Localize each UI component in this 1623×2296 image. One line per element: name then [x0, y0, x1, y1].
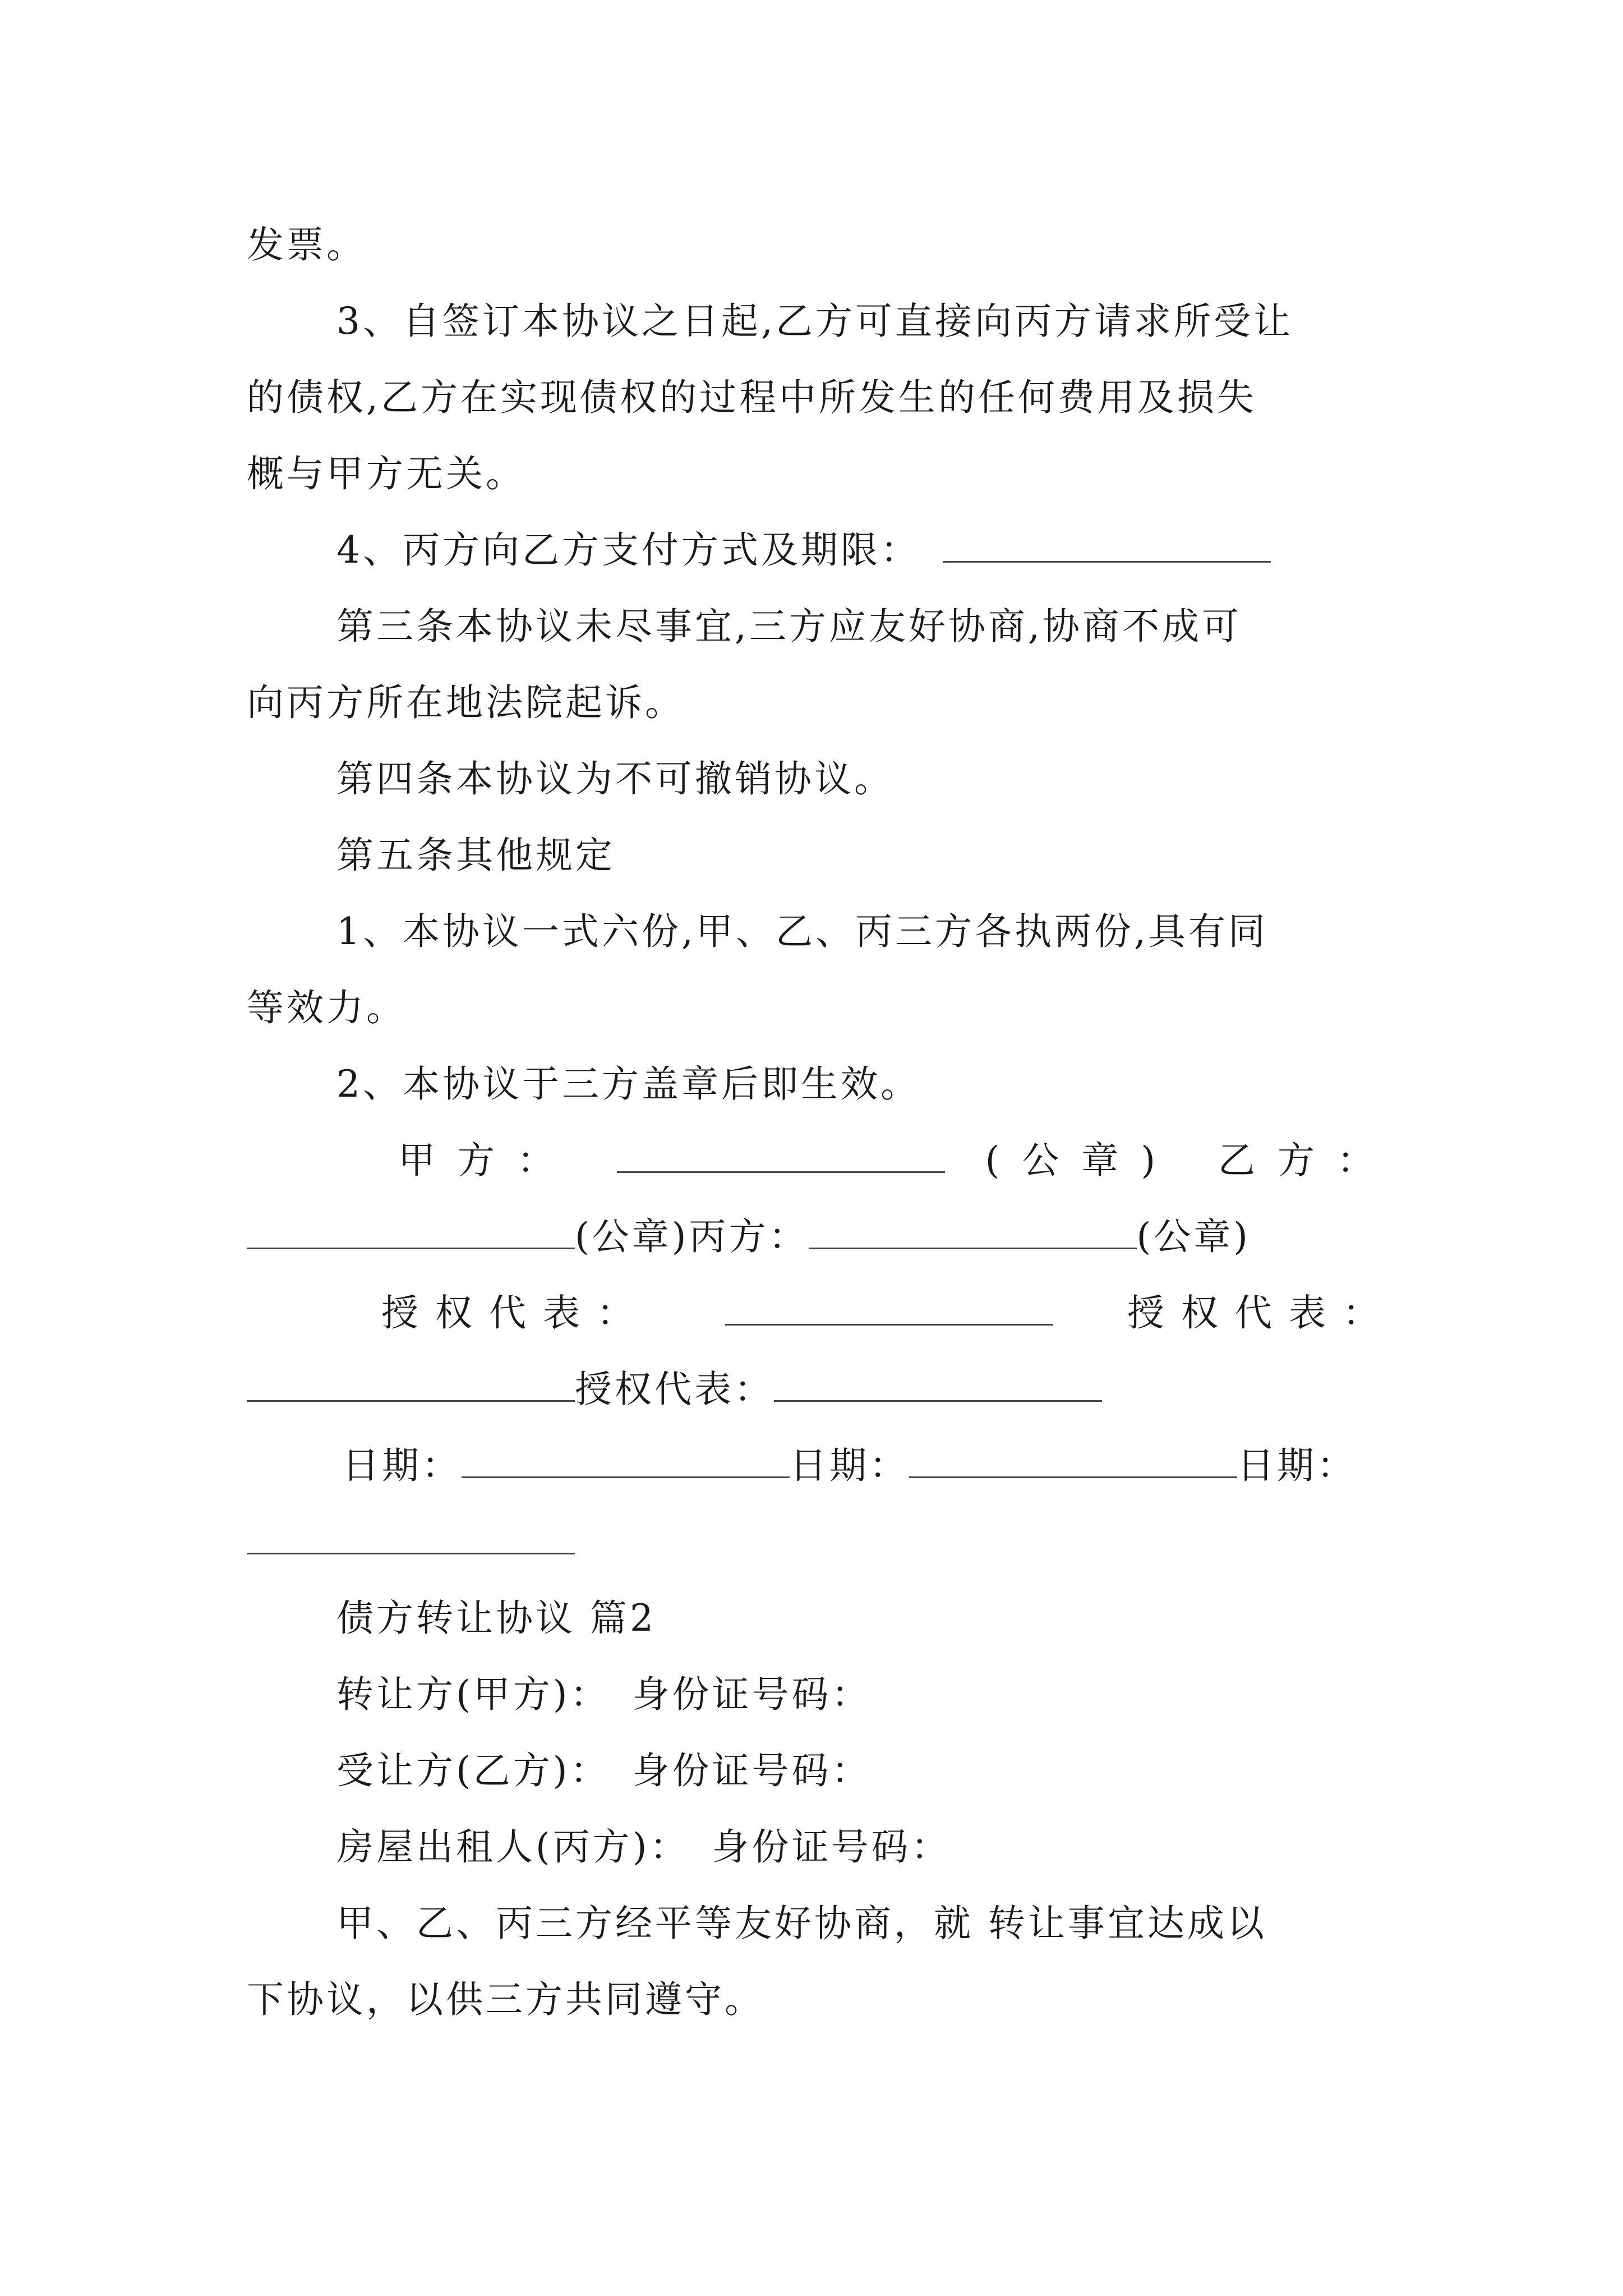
party-c-seal: (公章): [1136, 1215, 1251, 1258]
party-b-seal: (公章): [575, 1215, 689, 1258]
article-3-line-1: 第三条本协议未尽事宜,三方应友好协商,协商不成可: [336, 605, 1242, 648]
clause-4-line: [336, 525, 1475, 576]
party-c-label: 丙方：: [689, 1215, 809, 1258]
article-4-line: 第四条本协议为不可撤销协议。: [336, 757, 894, 800]
rep-label-a: 授权代表：: [381, 1291, 651, 1335]
signature-row-1: [398, 1135, 1396, 1186]
signature-row-3: [381, 1288, 1396, 1338]
party-a-seal: (公章): [985, 1139, 1178, 1182]
party-c-blank: [809, 1216, 1137, 1249]
lessor-id-label: 身份证号码：: [712, 1825, 951, 1869]
clause-3-line-3: 概与甲方无关。: [247, 452, 525, 495]
article-5-item-1-line-1: 1、本协议一式六份,甲、乙、丙三方各执两份,具有同: [336, 910, 1268, 953]
signature-row-5: [342, 1441, 1408, 1491]
party-a-blank: [617, 1140, 945, 1173]
party-b-blank: [247, 1216, 575, 1249]
clause-3-line-2: 的债权,乙方在实现债权的过程中所发生的任何费用及损失: [247, 376, 1257, 419]
article-5-item-1-line-2: 等效力。: [247, 986, 406, 1029]
party-a-label: 甲方：: [398, 1139, 577, 1182]
article-5-heading: 第五条其他规定: [336, 834, 615, 877]
signature-row-4: [247, 1364, 1385, 1415]
lessor-label: 房屋出租人(丙方)：: [336, 1825, 690, 1869]
transferor-id-label: 身份证号码：: [632, 1673, 872, 1716]
text-line-invoice: 发票。: [247, 223, 366, 266]
part2-intro-line-2: 下协议，以供三方共同遵守。: [247, 1978, 764, 2021]
date-label-b: 日期：: [790, 1444, 909, 1487]
article-5-item-2-line: 2、本协议于三方盖章后即生效。: [336, 1062, 920, 1106]
date-b-blank: [909, 1445, 1237, 1478]
clause-3-line-1: 3、自签订本协议之日起,乙方可直接向丙方请求所受让: [336, 300, 1293, 343]
signature-row-6: [247, 1517, 1385, 1567]
date-c-blank: [247, 1521, 575, 1554]
lessor-line: [336, 1822, 1475, 1872]
rep-label-c: 授权代表：: [575, 1368, 774, 1411]
date-label-a: 日期：: [342, 1444, 462, 1487]
part2-intro-line-1: 甲、乙、丙三方经平等友好协商，就 转让事宜达成以: [336, 1902, 1267, 1945]
rep-c-blank: [774, 1369, 1102, 1402]
transferee-id-label: 身份证号码：: [632, 1749, 872, 1792]
transferor-label: 转让方(甲方)：: [336, 1673, 610, 1716]
rep-label-b: 授权代表：: [1127, 1291, 1396, 1335]
rep-a-blank: [725, 1292, 1053, 1326]
transferor-line: [336, 1669, 1475, 1720]
signature-row-2: [247, 1212, 1385, 1262]
article-3-line-2: 向丙方所在地法院起诉。: [247, 681, 685, 724]
date-label-c: 日期：: [1237, 1444, 1357, 1487]
transferee-label: 受让方(乙方)：: [336, 1749, 610, 1792]
date-a-blank: [462, 1445, 790, 1478]
party-b-label: 乙方：: [1218, 1139, 1396, 1182]
clause-4-text: 4、丙方向乙方支付方式及期限：: [336, 528, 920, 572]
rep-b-blank: [247, 1369, 575, 1402]
payment-terms-blank: [943, 530, 1271, 563]
part2-title: 债方转让协议 篇2: [336, 1596, 656, 1640]
transferee-line: [336, 1746, 1475, 1796]
